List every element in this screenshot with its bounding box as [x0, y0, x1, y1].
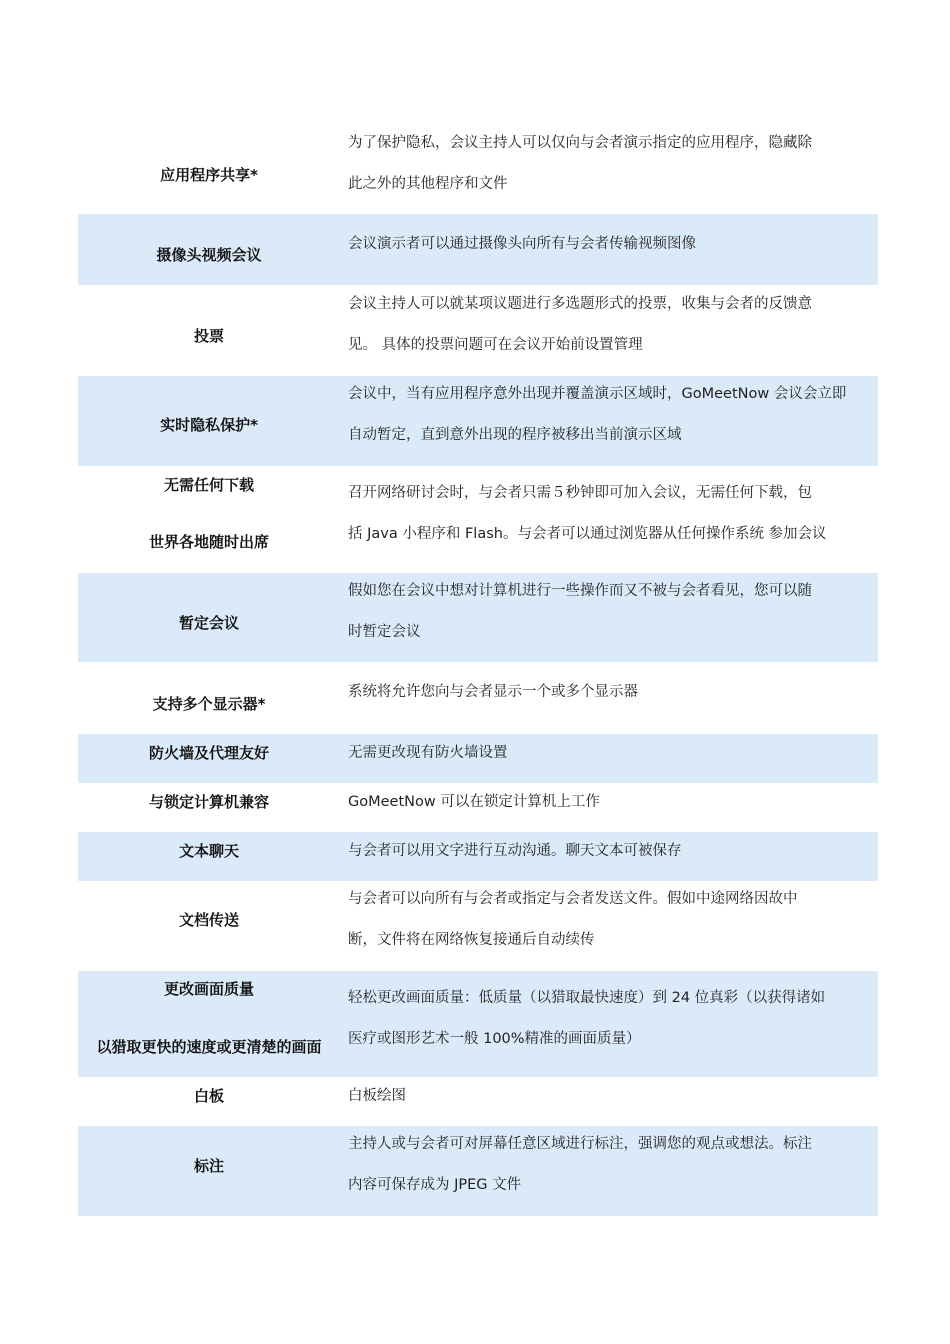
feature-name-cell	[78, 662, 340, 734]
feature-name: 投票	[193, 327, 224, 345]
feature-name: 与锁定计算机兼容	[148, 793, 269, 811]
feature-description-cell	[340, 971, 878, 1077]
feature-name: 应用程序共享*	[160, 166, 258, 184]
feature-name-cell	[78, 123, 340, 214]
feature-table	[78, 123, 878, 1216]
feature-name-cell	[78, 1126, 340, 1216]
feature-description-cell	[340, 734, 878, 783]
feature-description: 轻松更改画面质量：低质量（以猎取最快速度）到 24 位真彩（以获得诸如	[348, 990, 826, 1006]
feature-name: 文本聊天	[178, 842, 239, 860]
table-row	[78, 285, 878, 376]
feature-name-cell	[78, 285, 340, 376]
feature-description: GoMeetNow 可以在锁定计算机上工作	[348, 794, 600, 810]
feature-description: 会议中，当有应用程序意外出现并覆盖演示区域时，GoMeetNow 会议会立即	[348, 386, 847, 402]
feature-name: 世界各地随时出席	[148, 533, 269, 551]
feature-description: 主持人或与会者可对屏幕任意区域进行标注，强调您的观点或想法。标注	[348, 1136, 812, 1152]
feature-name-cell	[78, 376, 340, 466]
feature-description: 断，文件将在网络恢复接通后自动续传	[348, 932, 595, 948]
feature-description: 与会者可以用文字进行互动沟通。聊天文本可被保存	[348, 843, 682, 859]
feature-description-cell	[340, 376, 878, 466]
feature-description-cell	[340, 783, 878, 832]
feature-description: 医疗或图形艺术一般 100%精准的画面质量）	[348, 1031, 641, 1047]
feature-name-cell	[78, 783, 340, 832]
table-row	[78, 573, 878, 662]
table-row	[78, 662, 878, 734]
table-row	[78, 123, 878, 214]
feature-description: 会议演示者可以通过摄像头向所有与会者传输视频图像	[348, 236, 696, 252]
feature-name: 防火墙及代理友好	[148, 744, 269, 762]
feature-name: 以猎取更快的速度或更清楚的画面	[96, 1038, 322, 1056]
feature-name-cell	[78, 1077, 340, 1126]
table-row	[78, 971, 878, 1077]
feature-description: 为了保护隐私，会议主持人可以仅向与会者演示指定的应用程序，隐藏除	[348, 135, 812, 151]
feature-description-cell	[340, 662, 878, 734]
feature-description-cell	[340, 123, 878, 214]
feature-description: 无需更改现有防火墙设置	[348, 745, 508, 761]
feature-name: 摄像头视频会议	[156, 246, 262, 264]
feature-name-cell	[78, 832, 340, 881]
feature-description-cell	[340, 881, 878, 971]
feature-name-cell	[78, 214, 340, 285]
feature-description-cell	[340, 1126, 878, 1216]
feature-name: 标注	[193, 1157, 224, 1175]
table-row	[78, 832, 878, 881]
feature-name-cell	[78, 881, 340, 971]
feature-description-cell	[340, 573, 878, 662]
table-row	[78, 376, 878, 466]
feature-description: 白板绘图	[348, 1088, 406, 1104]
table-row	[78, 783, 878, 832]
feature-name-cell	[78, 971, 340, 1077]
feature-description-cell	[340, 466, 878, 573]
feature-description: 召开网络研讨会时，与会者只需５秒钟即可加入会议，无需任何下载，包	[348, 485, 812, 501]
feature-name: 支持多个显示器*	[152, 695, 266, 713]
table-row	[78, 214, 878, 285]
table-row	[78, 734, 878, 783]
feature-description: 见。 具体的投票问题可在会议开始前设置管理	[348, 337, 643, 353]
feature-name: 无需任何下载	[163, 476, 254, 494]
feature-name: 暂定会议	[178, 614, 239, 632]
feature-name-cell	[78, 466, 340, 573]
table-row	[78, 1126, 878, 1216]
feature-name-cell	[78, 734, 340, 783]
table-row	[78, 1077, 878, 1126]
feature-description-cell	[340, 214, 878, 285]
table-row	[78, 466, 878, 573]
feature-description-cell	[340, 832, 878, 881]
feature-name: 实时隐私保护*	[160, 416, 258, 434]
feature-name-cell	[78, 573, 340, 662]
feature-description: 时暂定会议	[348, 624, 421, 640]
feature-description: 自动暂定，直到意外出现的程序被移出当前演示区域	[348, 427, 682, 443]
feature-name: 文档传送	[178, 911, 239, 929]
feature-description: 此之外的其他程序和文件	[348, 176, 508, 192]
feature-description: 系统将允许您向与会者显示一个或多个显示器	[348, 684, 638, 700]
feature-description: 与会者可以向所有与会者或指定与会者发送文件。假如中途网络因故中	[348, 891, 798, 907]
feature-description: 假如您在会议中想对计算机进行一些操作而又不被与会者看见，您可以随	[348, 583, 812, 599]
feature-description-cell	[340, 285, 878, 376]
feature-description-cell	[340, 1077, 878, 1126]
feature-description: 内容可保存成为 JPEG 文件	[348, 1177, 522, 1193]
feature-description: 括 Java 小程序和 Flash。与会者可以通过浏览器从任何操作系统 参加会议	[348, 526, 827, 542]
feature-name: 白板	[193, 1087, 224, 1105]
feature-description: 会议主持人可以就某项议题进行多选题形式的投票，收集与会者的反馈意	[348, 296, 812, 312]
feature-name: 更改画面质量	[163, 980, 254, 998]
table-row	[78, 881, 878, 971]
